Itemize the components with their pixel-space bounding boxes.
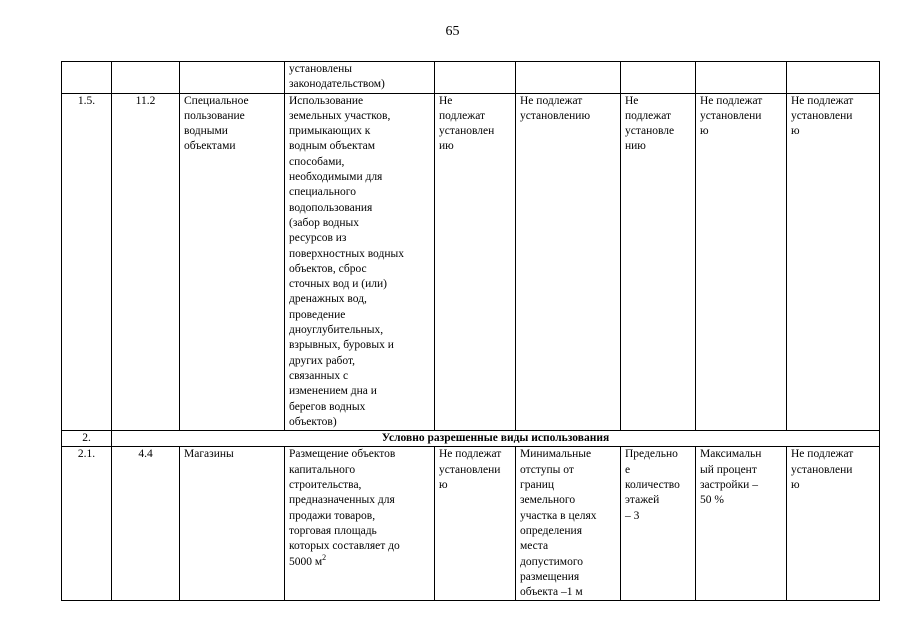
cell-name: Специальное пользование водными объектами (180, 93, 285, 431)
cell-code: 11.2 (112, 93, 180, 431)
cell-col9 (787, 62, 880, 94)
page-number: 65 (445, 24, 460, 39)
cell-name (180, 62, 285, 94)
section-row-2 (62, 431, 880, 447)
cell-col6: Не подлежат установлению (516, 93, 621, 431)
superscript: 2 (322, 552, 327, 562)
cell-col8: Максимальн ый процент застройки – 50 % (696, 447, 787, 601)
description-text: Размещение объектов капитального строительства, предназначенных для продажи товаров, торговая площадь которых составляет до 5000 м (289, 448, 400, 568)
cell-col7 (621, 62, 696, 94)
table-row-1-5 (62, 93, 880, 431)
cell-col7: Не подлежат установле нию (621, 93, 696, 431)
cell-description (285, 447, 435, 601)
cell-col5: Не подлежат установлени ю (435, 447, 516, 601)
section-title: Условно разрешенные виды использования (112, 431, 880, 447)
cell-number: 1.5. (62, 93, 112, 431)
cell-col9: Не подлежат установлени ю (787, 93, 880, 431)
cell-name: Магазины (180, 447, 285, 601)
cell-col6: Минимальные отступы от границ земельного участка в целях определения места допустимого размещения объекта –1 м (516, 447, 621, 601)
cell-number (62, 62, 112, 94)
cell-col7: Предельно е количество этажей – 3 (621, 447, 696, 601)
section-number: 2. (62, 431, 112, 447)
cell-col5: Не подлежат установлен ию (435, 93, 516, 431)
cell-number: 2.1. (62, 447, 112, 601)
table-row-2-1 (62, 447, 880, 601)
cell-code (112, 62, 180, 94)
cell-col8 (696, 62, 787, 94)
land-use-table (61, 61, 880, 601)
continuation-row (62, 62, 880, 94)
cell-col5 (435, 62, 516, 94)
cell-col9: Не подлежат установлени ю (787, 447, 880, 601)
cell-col6 (516, 62, 621, 94)
cell-col8: Не подлежат установлени ю (696, 93, 787, 431)
cell-code: 4.4 (112, 447, 180, 601)
cell-description: Использование земельных участков, примыкающих к водным объектам способами, необходимыми для специального водопользования (забор водных ресурсов из поверхностных водных объектов, сброс сточных вод и (или) дренажных вод, проведение дноуглубительных, взрывных, буровых и других работ, связанных с изменением дна и берегов водных объектов) (285, 93, 435, 431)
cell-description: установлены законодательством) (285, 62, 435, 94)
